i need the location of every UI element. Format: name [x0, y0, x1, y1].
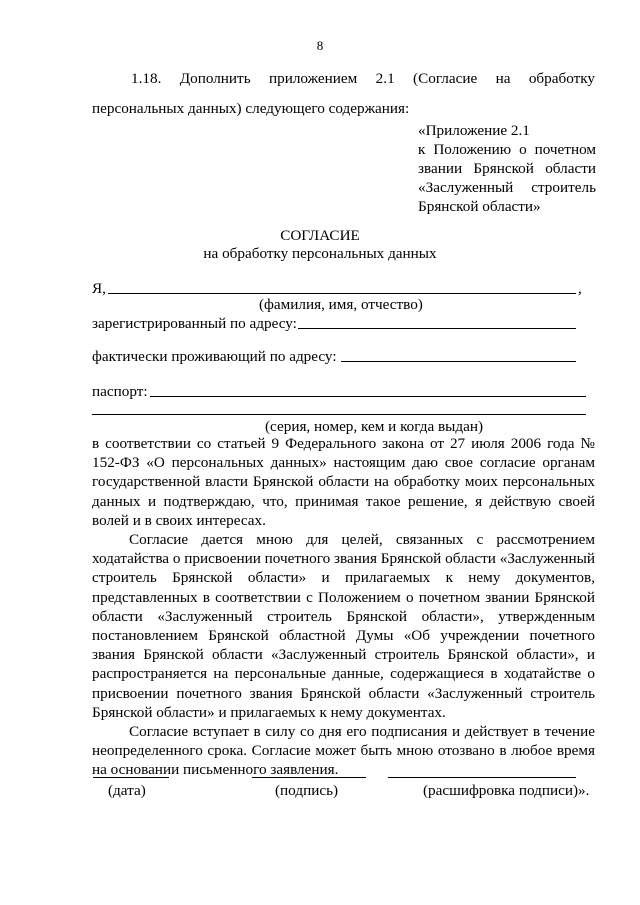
item-line-1-word: Дополнить — [179, 70, 251, 87]
appendix-block — [418, 121, 596, 216]
item-line-1 — [131, 69, 595, 88]
fio-field[interactable] — [108, 293, 576, 294]
item-line-1-word: на — [495, 70, 511, 87]
appendix-line-3 — [418, 159, 596, 178]
item-line-1-word: 2.1 — [375, 70, 395, 87]
registered-address-field[interactable] — [298, 328, 576, 329]
item-line-1-word: обработку — [528, 70, 595, 87]
appendix-line-4-word: строитель — [531, 179, 596, 196]
decoding-line[interactable] — [388, 777, 576, 778]
passport-label: паспорт: — [92, 383, 148, 400]
date-line[interactable] — [93, 777, 169, 778]
registered-label: зарегистрированный по адресу: — [92, 315, 297, 332]
document-subtitle: на обработку персональных данных — [203, 245, 437, 262]
item-line-2: персональных данных) следующего содержания: — [92, 100, 410, 117]
i-end-comma: , — [578, 280, 582, 297]
passport-field-1[interactable] — [150, 396, 586, 397]
paragraph-1: в соответствии со статьей 9 Федерального закона от 27 июля 2006 года № 152-ФЗ «О персональных данных» настоящим даю свое согласие органам государственной власти Брянской области на обработку моих персональных данных и подтверждаю, что, принимая такое решение, я действую своей волей и в своих интересах. — [92, 435, 595, 529]
decoding-caption: (расшифровка подписи)». — [423, 782, 590, 799]
appendix-line-4-word: «Заслуженный — [418, 179, 514, 196]
appendix-line-1: «Приложение 2.1 — [418, 122, 530, 139]
appendix-line-3-word: Брянской — [473, 160, 534, 177]
appendix-line-2-word: к — [418, 141, 426, 158]
date-caption: (дата) — [108, 782, 146, 799]
paragraph-3: Согласие вступает в силу со дня его подписания и действует в течение неопределенного срока. Согласие может быть мною отозвано в любое время на основании письменного заявления. — [92, 723, 595, 779]
i-label: Я, — [92, 280, 106, 297]
appendix-line-2 — [418, 140, 596, 159]
body-text — [92, 434, 595, 780]
appendix-line-3-word: области — [545, 160, 596, 177]
appendix-line-3-word: звании — [418, 160, 463, 177]
item-line-1-word: (Согласие — [413, 70, 478, 87]
item-line-1-word: приложением — [269, 70, 358, 87]
appendix-line-5: Брянской области» — [418, 198, 541, 215]
fio-hint: (фамилия, имя, отчество) — [259, 296, 423, 313]
passport-field-2[interactable] — [92, 414, 586, 415]
paragraph-2: Согласие дается мною для целей, связанных с рассмотрением ходатайства о присвоении почетного звания Брянской области «Заслуженный строитель Брянской области» и прилагаемых к нему документов, представленных в соответствии с Положением о почетном звании Брянской области «Заслуженный строитель Брянской области», утвержденным постановлением Брянской областной Думы «Об учреждении почетного звания Брянской области «Заслуженный строитель Брянской области», и распространяется на персональные данные, содержащиеся в ходатайстве о присвоении почетного звания Брянской области «Заслуженный строитель Брянской области» и прилагаемых к нему документах. — [92, 531, 595, 721]
actual-address-label: фактически проживающий по адресу: — [92, 348, 337, 365]
page-number: 8 — [316, 38, 324, 53]
item-line-1-word: 1.18. — [131, 70, 162, 87]
signature-caption: (подпись) — [275, 782, 339, 799]
passport-hint: (серия, номер, кем и когда выдан) — [265, 418, 484, 435]
document-title: СОГЛАСИЕ — [280, 227, 360, 244]
appendix-line-4 — [418, 178, 596, 197]
appendix-line-2-word: почетном — [534, 141, 596, 158]
appendix-line-2-word: Положению — [433, 141, 512, 158]
actual-address-field[interactable] — [341, 361, 576, 362]
appendix-line-2-word: о — [519, 141, 527, 158]
signature-line[interactable] — [252, 777, 366, 778]
